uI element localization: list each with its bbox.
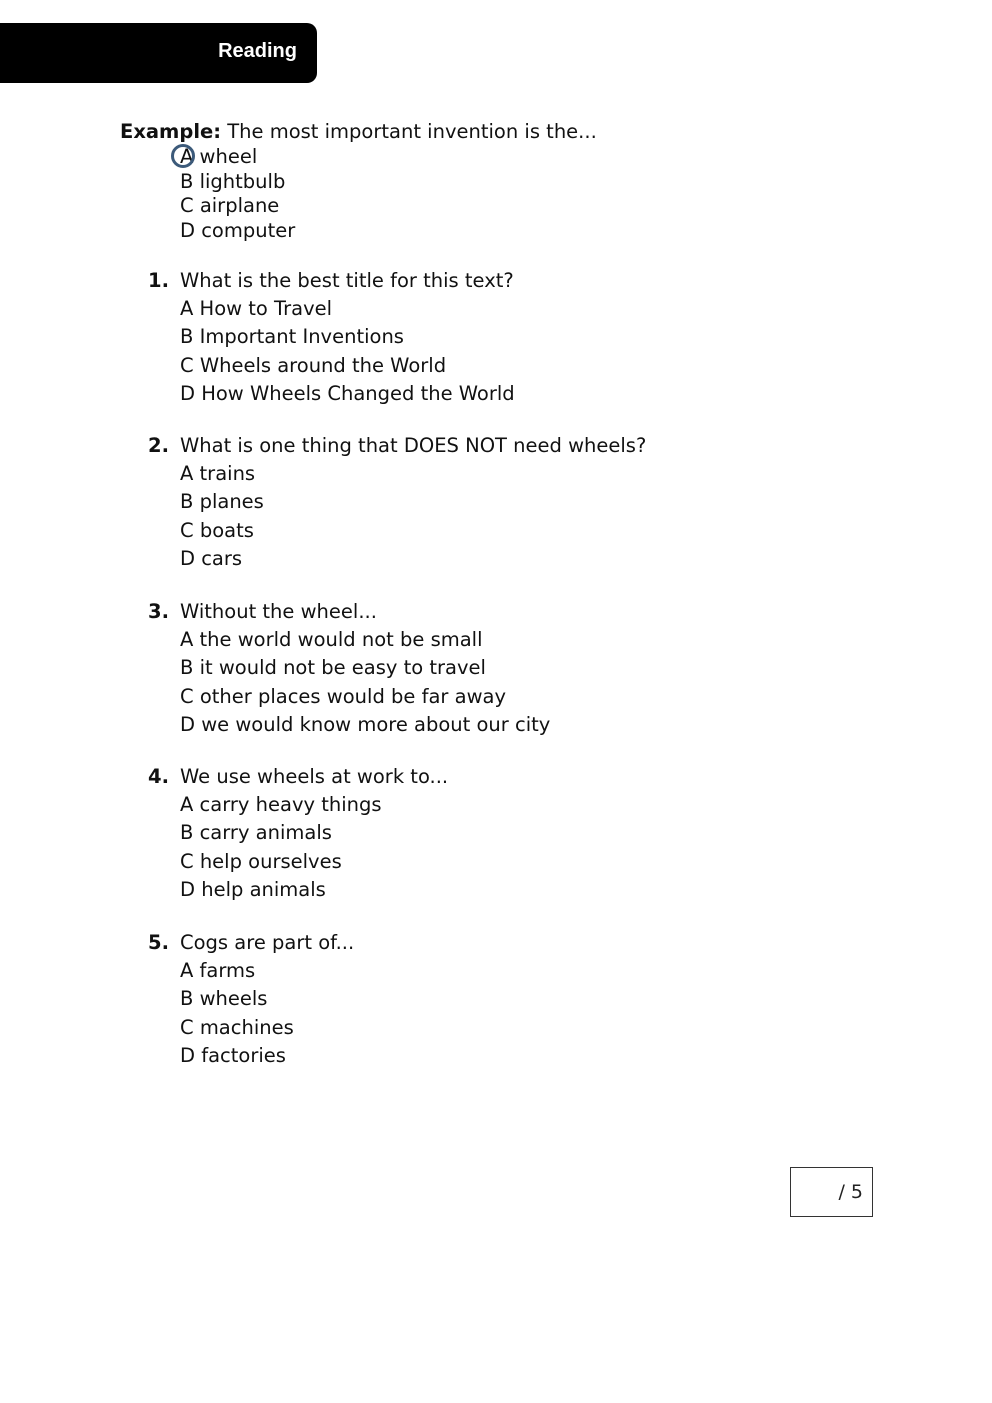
- question-2: [148, 432, 646, 573]
- score-box[interactable]: [790, 1167, 873, 1217]
- question-number: 1.: [148, 269, 169, 292]
- question-stem: What is one thing that DOES NOT need wheels?: [180, 434, 647, 457]
- question-stem: Cogs are part of...: [180, 931, 355, 954]
- option-c[interactable]: C machines: [180, 1015, 294, 1039]
- example-stem: [120, 119, 597, 145]
- option-a[interactable]: A trains: [180, 462, 256, 486]
- example-option-a: A wheel: [180, 145, 597, 170]
- option-b[interactable]: B wheels: [180, 987, 268, 1011]
- example-stem-text: The most important invention is the...: [221, 120, 597, 143]
- question-5: [148, 929, 354, 1070]
- question-number: 2.: [148, 434, 169, 457]
- option-d[interactable]: D How Wheels Changed the World: [180, 381, 515, 405]
- section-tab: [0, 23, 317, 83]
- example-option-b: B lightbulb: [180, 169, 286, 193]
- option-a[interactable]: A How to Travel: [180, 297, 333, 321]
- option-c[interactable]: C boats: [180, 518, 254, 542]
- option-d[interactable]: D cars: [180, 546, 243, 570]
- option-b[interactable]: B planes: [180, 490, 264, 514]
- option-d[interactable]: D factories: [180, 1043, 286, 1067]
- example-option-d: D computer: [180, 218, 296, 242]
- option-a[interactable]: A the world would not be small: [180, 628, 483, 652]
- option-a[interactable]: A farms: [180, 959, 256, 983]
- option-d[interactable]: D help animals: [180, 877, 326, 901]
- question-number: 5.: [148, 931, 169, 954]
- section-title: Reading: [218, 40, 297, 62]
- example-options: [180, 145, 597, 243]
- answer-circle-mark: [171, 144, 195, 168]
- option-d[interactable]: D we would know more about our city: [180, 712, 551, 736]
- option-c[interactable]: C Wheels around the World: [180, 353, 447, 377]
- option-b[interactable]: B Important Inventions: [180, 325, 404, 349]
- example-option-c: C airplane: [180, 194, 280, 217]
- example-question: [120, 119, 597, 243]
- option-c[interactable]: C other places would be far away: [180, 684, 507, 708]
- question-4: [148, 763, 448, 904]
- example-label: Example:: [120, 120, 222, 143]
- question-3: [148, 598, 550, 739]
- option-c[interactable]: C help ourselves: [180, 849, 342, 873]
- question-stem: Without the wheel...: [180, 600, 377, 623]
- option-a[interactable]: A carry heavy things: [180, 793, 382, 817]
- question-number: 4.: [148, 765, 169, 788]
- score-total: / 5: [838, 1181, 863, 1203]
- question-number: 3.: [148, 600, 169, 623]
- question-1: [148, 267, 515, 408]
- question-stem: What is the best title for this text?: [180, 269, 514, 292]
- question-stem: We use wheels at work to...: [180, 765, 449, 788]
- option-b[interactable]: B it would not be easy to travel: [180, 656, 486, 680]
- option-b[interactable]: B carry animals: [180, 821, 332, 845]
